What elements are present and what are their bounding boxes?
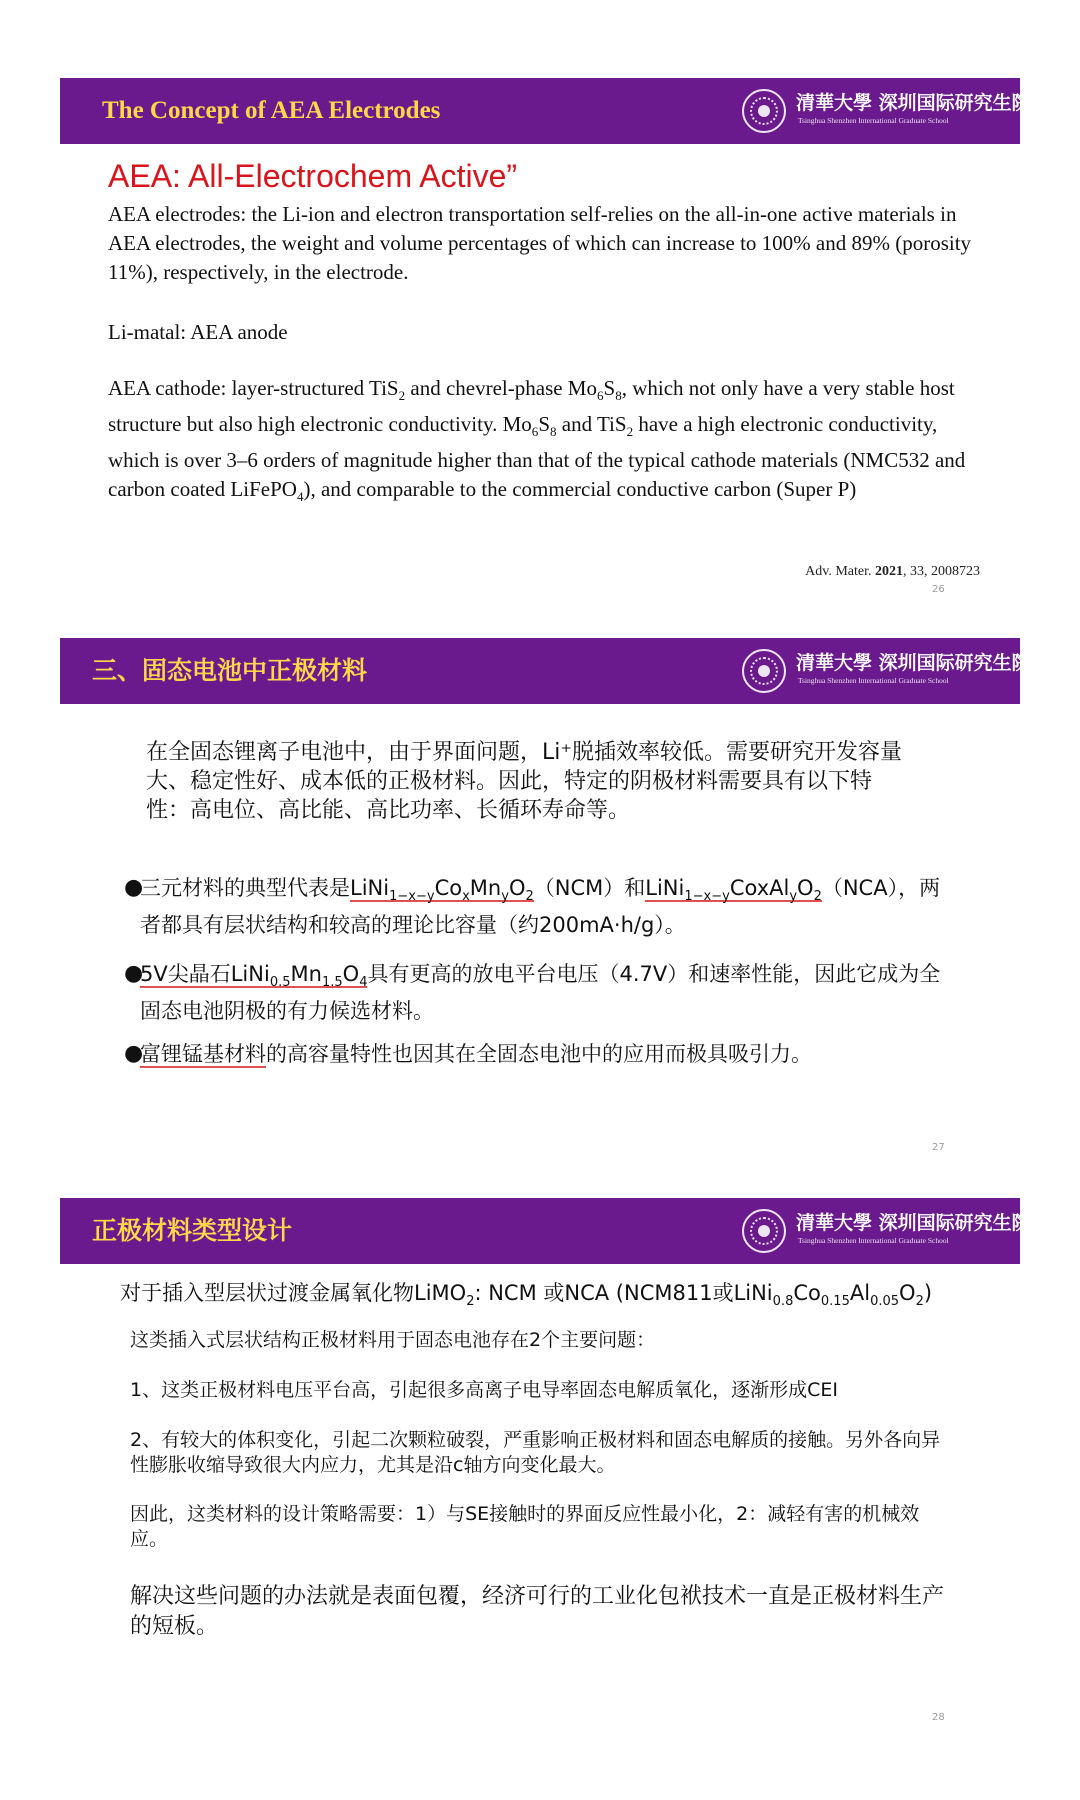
logo-text-cn: 清華大學 深圳国际研究生院 (796, 652, 1031, 674)
page-number: 27 (932, 1142, 945, 1153)
logo-text-cn: 清華大學 深圳国际研究生院 (796, 92, 1031, 114)
intro-paragraph: 在全固态锂离子电池中，由于界面问题，Li⁺脱插效率较低。需要研究开发容量大、稳定性好、成本低的正极材料。因此，特定的阴极材料需要具有以下特性：高电位、高比能、高比功率、长循环寿命等。 (146, 740, 902, 823)
bullet-li-rich: ● 富锂锰基材料的高容量特性也因其在全固态电池中的应用而极具吸引力。 (124, 1041, 812, 1066)
citation: Adv. Mater. 2021, 33, 2008723 (805, 564, 980, 579)
bullet-icon: ● (124, 1041, 144, 1066)
page-number: 26 (932, 584, 945, 595)
slide-header (60, 638, 1031, 704)
university-seal-icon (742, 1209, 786, 1253)
paragraph-aea-cathode: AEA cathode: layer-structured TiS$_2$ and chevrel-phase $Mo_6S_8$, which not only have a very stable host structure but also high electronic conductivity. $Mo_6S_8$ and TiS$_2$ have a high electronic conductivity, which is over 3–6 orders of magnitude higher than that of the typical cathode materials (NMC532 and carbon coated LiFePO$_4$), and comparable to the commercial conductive carbon (Super P) (108, 376, 966, 505)
material-formula-line: 对于插入型层状过渡金属氧化物LiMO$_2$: NCM 或NCA (NCM811或$LiNi_{0.8}Co_{0.15}Al_{0.05}O_2$) (120, 1281, 933, 1310)
slide-2 (60, 638, 1031, 1168)
design-strategy: 因此，这类材料的设计策略需要：1）与SE接触时的界面反应性最小化，2：减轻有害的机械效应。 (130, 1503, 920, 1550)
section-heading: AEA: All-Electrochem Active” (108, 158, 518, 194)
problem-2: 2、有较大的体积变化，引起二次颗粒破裂，严重影响正极材料和固态电解质的接触。另外各向异性膨胀收缩导致很大内应力，尤其是沿c轴方向变化最大。 (130, 1429, 941, 1476)
slide-header (60, 1198, 1031, 1264)
slide-title: 三、固态电池中正极材料 (92, 656, 368, 685)
logo-text-en: Tsinghua Shenzhen International Graduate School (798, 1236, 949, 1245)
slide-title: The Concept of AEA Electrodes (102, 97, 441, 124)
logo-text-cn: 清華大學 深圳国际研究生院 (796, 1212, 1031, 1234)
bullet-ternary-materials: ● 三元材料的典型代表是$LiNi_{1-x-y}Co_xMn_yO_2(NCM)$和$LiNi_{1-x-y}CoxAl_yO_2(NCA)$，两者都具有层状结构和较高的理论比容量（约200mA·h/g）。 (124, 875, 941, 938)
university-logo (742, 86, 1031, 136)
page-number: 28 (932, 1712, 945, 1723)
slide-title: 正极材料类型设计 (92, 1216, 293, 1245)
slide-3 (60, 1198, 1031, 1738)
logo-text-en: Tsinghua Shenzhen International Graduate School (798, 116, 949, 125)
university-logo (742, 1206, 1031, 1256)
bullet-icon: ● (124, 961, 144, 986)
problems-intro: 这类插入式层状结构正极材料用于固态电池存在2个主要问题： (130, 1329, 656, 1351)
paragraph-li-metal: Li-matal: AEA anode (108, 320, 288, 344)
slide-1 (60, 78, 1031, 608)
bullet-icon: ● (124, 875, 144, 900)
paragraph-aea-electrodes: AEA electrodes: the Li-ion and electron transportation self-relies on the all-in-one active materials in AEA electrodes, the weight and volume percentages of which can increase to 100% and 89% (porosity 11%), respectively, in the electrode. (108, 202, 972, 284)
slide-header (60, 78, 1031, 144)
university-logo (742, 646, 1031, 696)
logo-text-en: Tsinghua Shenzhen International Graduate School (798, 676, 949, 685)
problem-1: 1、这类正极材料电压平台高，引起很多高离子电导率固态电解质氧化，逐渐形成CEI (130, 1379, 838, 1401)
bullet-spinel: ● 5V尖晶石$LiNi_{0.5}Mn_{1.5}O_4$具有更高的放电平台电压（4.7V）和速率性能，因此它成为全固态电池阴极的有力候选材料。 (124, 961, 941, 1024)
university-seal-icon (742, 89, 786, 133)
solution-paragraph: 解决这些问题的办法就是表面包覆，经济可行的工业化包袱技术一直是正极材料生产的短板。 (130, 1584, 945, 1639)
university-seal-icon (742, 649, 786, 693)
